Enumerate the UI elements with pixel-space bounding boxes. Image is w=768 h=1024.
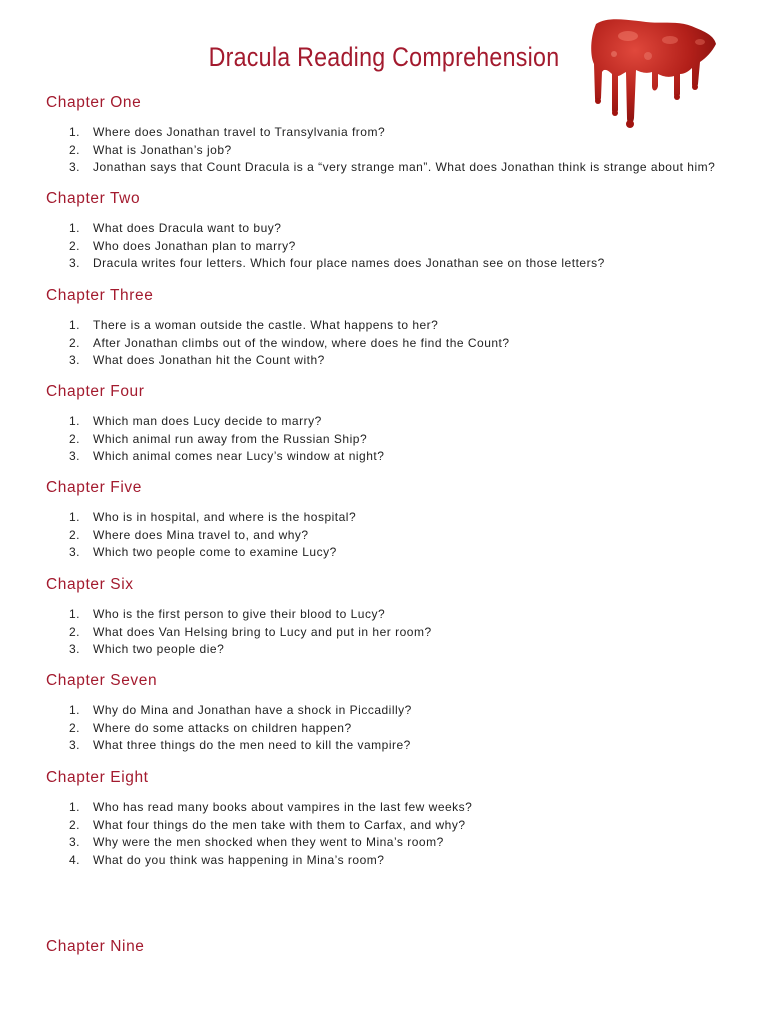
question-item (0, 124, 768, 142)
question-item (0, 641, 768, 659)
question-text: Which man does Lucy decide to marry? (93, 414, 322, 428)
question-text: Which two people come to examine Lucy? (93, 545, 337, 559)
question-number: 3. (69, 256, 81, 270)
question-text: Why were the men shocked when they went to Mina’s room? (93, 835, 444, 849)
question-item (0, 335, 768, 353)
question-number: 2. (69, 720, 81, 735)
question-item (0, 852, 768, 870)
chapter-heading: Chapter Six (46, 576, 134, 593)
question-item (0, 624, 768, 642)
question-number: 1. (69, 800, 81, 814)
question-list (0, 509, 768, 562)
question-text: Where do some attacks on children happen? (93, 720, 352, 735)
question-text: Who has read many books about vampires in the last few weeks? (93, 800, 473, 814)
question-number: 1. (69, 125, 81, 139)
question-text: What does Jonathan hit the Count with? (93, 353, 325, 367)
question-item (0, 509, 768, 527)
question-text: What does Van Helsing bring to Lucy and put in her room? (93, 624, 432, 639)
question-text: What does Dracula want to buy? (93, 221, 282, 235)
question-item (0, 527, 768, 545)
blood-drip-image (588, 14, 718, 134)
question-text: Which two people die? (93, 642, 225, 656)
question-item (0, 413, 768, 431)
question-list (0, 606, 768, 659)
question-item (0, 817, 768, 835)
question-number: 4. (69, 852, 81, 867)
question-item (0, 720, 768, 738)
question-item (0, 702, 768, 720)
question-text: What four things do the men take with them to Carfax, and why? (93, 817, 466, 832)
question-text: Which animal comes near Lucy’s window at night? (93, 449, 385, 463)
question-item (0, 238, 768, 256)
question-text: Who is the first person to give their blood to Lucy? (93, 607, 386, 621)
question-number: 3. (69, 738, 81, 752)
question-text: Where does Jonathan travel to Transylvania from? (93, 125, 386, 139)
question-list (0, 124, 768, 177)
question-list (0, 220, 768, 273)
question-number: 2. (69, 431, 81, 446)
question-list (0, 413, 768, 466)
question-item (0, 431, 768, 449)
chapter-heading: Chapter Four (46, 383, 145, 400)
question-number: 1. (69, 318, 81, 332)
question-number: 2. (69, 142, 81, 157)
question-number: 1. (69, 221, 81, 235)
question-item (0, 255, 768, 273)
chapter-heading: Chapter Three (46, 287, 154, 304)
question-item (0, 159, 768, 177)
question-number: 3. (69, 449, 81, 463)
question-item (0, 352, 768, 370)
question-text: What do you think was happening in Mina’s room? (93, 852, 385, 867)
question-number: 2. (69, 624, 81, 639)
question-text: Which animal run away from the Russian Ship? (93, 431, 368, 446)
chapter-heading: Chapter Eight (46, 769, 149, 786)
question-item (0, 317, 768, 335)
question-item (0, 834, 768, 852)
question-item (0, 737, 768, 755)
question-text: Why do Mina and Jonathan have a shock in Piccadilly? (93, 703, 412, 717)
question-text: Where does Mina travel to, and why? (93, 527, 309, 542)
question-number: 2. (69, 527, 81, 542)
question-text: There is a woman outside the castle. What happens to her? (93, 318, 439, 332)
question-list (0, 702, 768, 755)
question-text: After Jonathan climbs out of the window, where does he find the Count? (93, 335, 510, 350)
question-text: What three things do the men need to kill the vampire? (93, 738, 411, 752)
question-item (0, 799, 768, 817)
page-title: Dracula Reading Comprehension (208, 42, 560, 72)
question-item (0, 544, 768, 562)
question-number: 3. (69, 160, 81, 174)
question-number: 2. (69, 335, 81, 350)
question-item (0, 606, 768, 624)
chapter-heading: Chapter Nine (46, 938, 145, 955)
chapter-heading: Chapter Seven (46, 672, 158, 689)
question-text: Who is in hospital, and where is the hospital? (93, 510, 357, 524)
question-number: 2. (69, 238, 81, 253)
question-text: What is Jonathan’s job? (93, 142, 232, 157)
question-number: 1. (69, 414, 81, 428)
question-number: 1. (69, 510, 81, 524)
question-list (0, 799, 768, 869)
question-text: Dracula writes four letters. Which four place names does Jonathan see on those letters? (93, 256, 605, 270)
question-list (0, 317, 768, 370)
chapter-heading: Chapter Two (46, 190, 141, 207)
chapter-heading: Chapter One (46, 94, 142, 111)
question-text: Who does Jonathan plan to marry? (93, 238, 296, 253)
question-number: 1. (69, 703, 81, 717)
chapter-heading: Chapter Five (46, 479, 142, 496)
question-number: 1. (69, 607, 81, 621)
question-text: Jonathan says that Count Dracula is a “very strange man”. What does Jonathan think is strange about him? (93, 160, 716, 174)
question-number: 3. (69, 545, 81, 559)
question-number: 2. (69, 817, 81, 832)
question-item (0, 220, 768, 238)
question-number: 3. (69, 353, 81, 367)
question-number: 3. (69, 835, 81, 849)
question-number: 3. (69, 642, 81, 656)
question-item (0, 142, 768, 160)
question-item (0, 448, 768, 466)
